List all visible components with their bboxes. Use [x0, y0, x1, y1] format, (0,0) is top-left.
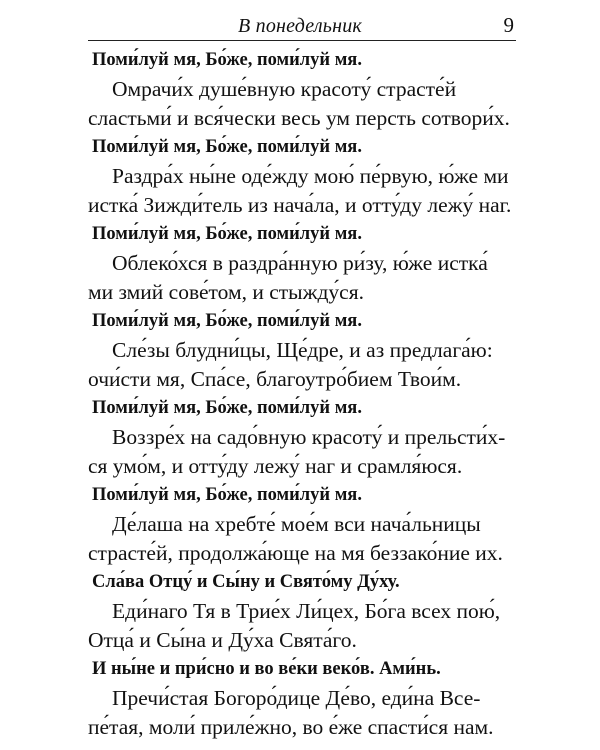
verse-line: страсте́й, продолжа́юще на мя беззако́ние их. [88, 541, 503, 565]
verse-block [88, 46, 516, 133]
refrain: Поми́луй мя, Бо́же, поми́луй мя. [92, 398, 362, 418]
verse-line: Облеко́хся в раздра́нную ри́зу, ю́же истка́ [112, 251, 488, 275]
verse-block [88, 307, 516, 394]
refrain: Поми́луй мя, Бо́же, поми́луй мя. [92, 311, 362, 331]
running-header [88, 12, 516, 41]
verse-block [88, 220, 516, 307]
verse-line: Отца́ и Сы́на и Ду́ха Свята́го. [88, 628, 357, 652]
verse-line: пе́тая, моли́ приле́жно, во е́же спасти́ся нам. [88, 715, 494, 739]
refrain: Поми́луй мя, Бо́же, поми́луй мя. [92, 137, 362, 157]
verse-block [88, 133, 516, 220]
verse-line: истка́ Зижди́тель из нача́ла, и отту́ду лежу́ наг. [88, 193, 512, 217]
verse-block-theotokion [88, 655, 516, 742]
verse-line: Де́лаша на хребте́ мое́м вси нача́льницы [112, 512, 481, 536]
refrain: Поми́луй мя, Бо́же, поми́луй мя. [92, 485, 362, 505]
verse-line: Сле́зы блудни́цы, Ще́дре, и аз предлага́ю: [112, 338, 493, 362]
running-title: В понедельник [238, 15, 362, 37]
verse-line: сластьми́ и вся́чески весь ум персть сотвори́х. [88, 106, 510, 130]
refrain: Поми́луй мя, Бо́же, поми́луй мя. [92, 50, 362, 70]
verse-block [88, 481, 516, 568]
refrain: И ны́не и при́сно и во ве́ки веко́в. Ами́нь. [92, 659, 441, 679]
verse-block [88, 394, 516, 481]
page-number: 9 [503, 13, 514, 37]
refrain: Сла́ва Отцу́ и Сы́ну и Свято́му Ду́ху. [92, 572, 400, 592]
body-text [88, 46, 516, 742]
verse-line: Раздра́х ны́не оде́жду мою́ пе́рвую, ю́же ми [112, 164, 509, 188]
verse-line: Пречи́стая Богоро́дице Де́во, еди́на Все- [112, 686, 481, 710]
verse-line: Еди́наго Тя в Трие́х Ли́цех, Бо́га всех пою́, [112, 599, 501, 623]
verse-line: ми змий сове́том, и стыжду́ся. [88, 280, 364, 304]
verse-line: очи́сти мя, Спа́се, благоутро́бием Твои́м. [88, 367, 462, 391]
verse-line: Воззре́х на садо́вную красоту́ и прельсти́х- [112, 425, 506, 449]
refrain: Поми́луй мя, Бо́же, поми́луй мя. [92, 224, 362, 244]
verse-line: ся умо́м, и отту́ду лежу́ наг и срамля́юся. [88, 454, 463, 478]
verse-line: Омрачи́х душе́вную красоту́ страсте́й [112, 77, 457, 101]
verse-block-doxology [88, 568, 516, 655]
